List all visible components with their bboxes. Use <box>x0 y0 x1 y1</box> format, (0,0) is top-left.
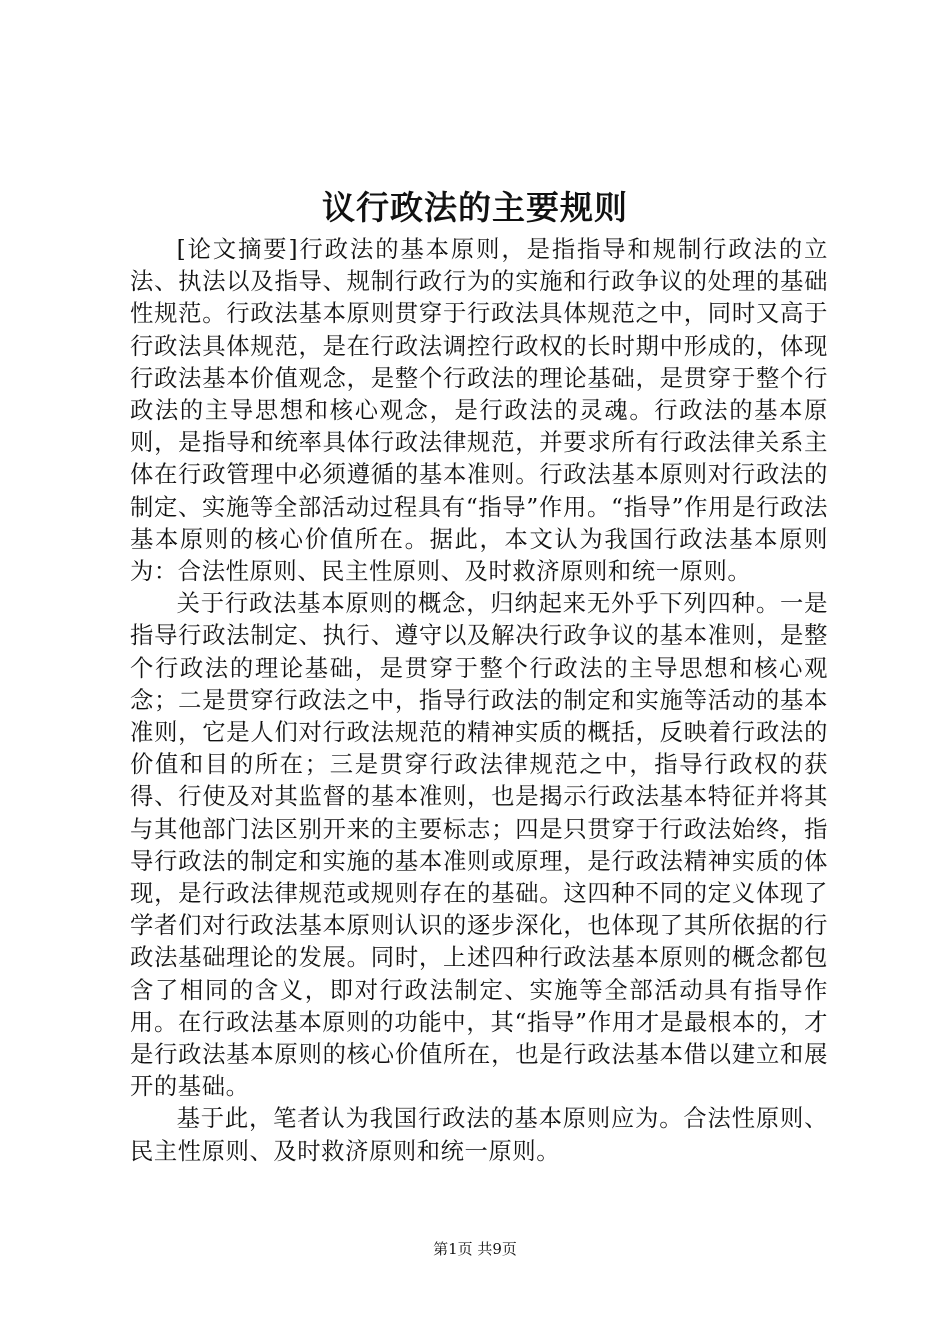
paragraph-conclusion: 基于此，笔者认为我国行政法的基本原则应为。合法性原则、民主性原则、及时救济原则和统一原则。 <box>130 1105 828 1165</box>
page-footer: 第1页 共9页 <box>433 1240 517 1258</box>
document-title: 议行政法的主要规则 <box>322 188 628 227</box>
document-body <box>130 234 828 1168</box>
paragraph-concepts: 关于行政法基本原则的概念，归纳起来无外乎下列四种。一是指导行政法制定、执行、遵守以及解决行政争议的基本准则，是整个行政法的理论基础，是贯穿于整个行政法的主导思想和核心观念；二是贯穿行政法之中，指导行政法的制定和实施等活动的基本准则，它是人们对行政法规范的精神实质的概括，反映着行政法的价值和目的所在；三是贯穿行政法律规范之中，指导行政权的获得、行使及对其监督的基本准则，也是揭示行政法基本特征并将其与其他部门法区别开来的主要标志；四是只贯穿于行政法始终，指导行政法的制定和实施的基本准则或原理，是行政法精神实质的体现，是行政法律规范或规则存在的基础。这四种不同的定义体现了学者们对行政法基本原则认识的逐步深化，也体现了其所依据的行政法基础理论的发展。同时，上述四种行政法基本原则的概念都包含了相同的含义，即对行政法制定、实施等全部活动具有指导作用。在行政法基本原则的功能中，其“指导”作用才是最根本的，才是行政法基本原则的核心价值所在，也是行政法基本借以建立和展开的基础。 <box>130 590 828 1101</box>
paragraph-abstract: [论文摘要]行政法的基本原则，是指指导和规制行政法的立法、执法以及指导、规制行政行为的实施和行政争议的处理的基础性规范。行政法基本原则贯穿于行政法具体规范之中，同时又高于行政法具体规范，是在行政法调控行政权的长时期中形成的，体现行政法基本价值观念，是整个行政法的理论基础，是贯穿于整个行政法的主导思想和核心观念，是行政法的灵魂。行政法的基本原则，是指导和统率具体行政法律规范，并要求所有行政法律关系主体在行政管理中必须遵循的基本准则。行政法基本原则对行政法的制定、实施等全部活动过程具有“指导”作用。“指导”作用是行政法基本原则的核心价值所在。据此，本文认为我国行政法基本原则为：合法性原则、民主性原则、及时救济原则和统一原则。 <box>130 236 828 586</box>
